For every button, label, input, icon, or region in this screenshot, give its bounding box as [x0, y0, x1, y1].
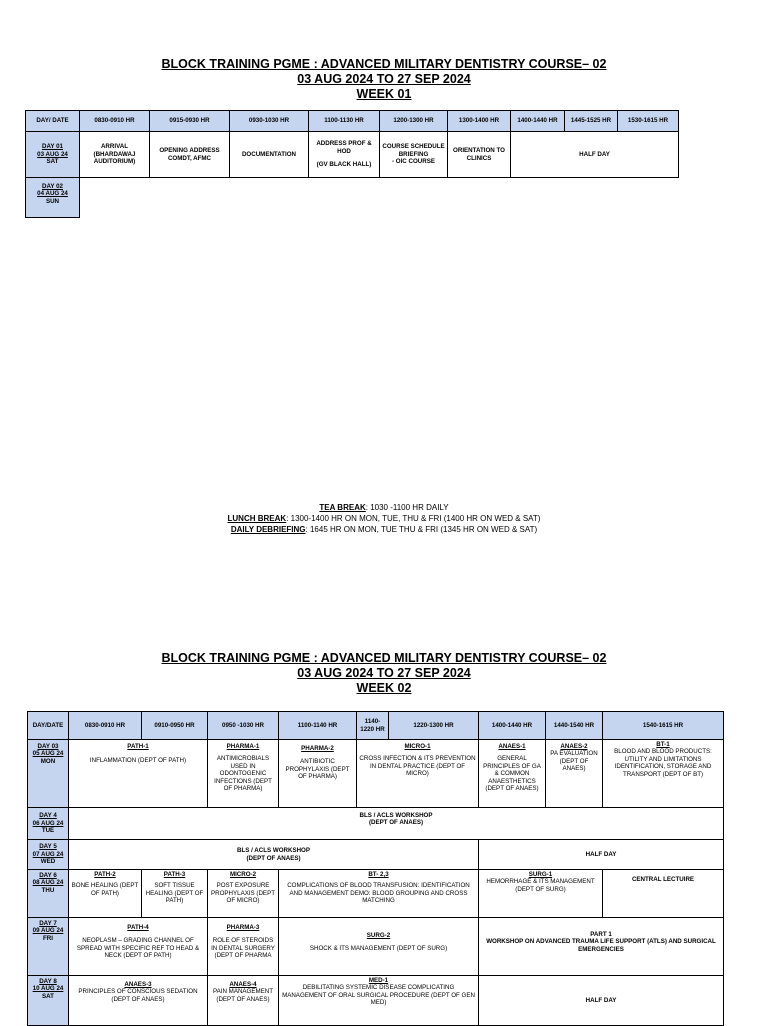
debriefing-note: DAILY DEBRIEFING: 1645 HR ON MON, TUE THU & FRI (1345 HR ON WED & SAT) [230, 525, 538, 534]
session-note: - OIC COURSE [392, 158, 435, 166]
header-cell: 1400-1440 HR [511, 111, 565, 132]
session-text: INFLAMMATION (DEPT OF PATH) [89, 757, 187, 765]
session-cell [208, 976, 279, 1026]
workshop-title: WORKSHOP ON ADVANCED TRAUMA LIFE SUPPORT (ATLS) AND SURGICAL EMERGENCIES [486, 938, 716, 953]
session-cell [279, 918, 479, 976]
session-code: PHARMA-3 [226, 924, 260, 931]
session-text: DEBILITATING SYSTEMIC DISEASE COMPLICATING MANAGEMENT OF ORAL SURGICAL PROCEDURE (DEPT OF GEN MED) [282, 984, 475, 1007]
day-cell [26, 132, 80, 178]
session-cell: DOCUMENTATION [230, 132, 309, 178]
session-text: PRINCIPLES OF CONSCIOUS SEDATION (DEPT OF ANAES) [78, 988, 198, 1003]
week2-title [0, 651, 768, 696]
half-day-cell: HALF DAY [479, 840, 724, 870]
header-cell: 0915-0930 HR [150, 111, 230, 132]
week2-title-line3: WEEK 02 [356, 681, 412, 695]
day-label: DAY 8 [39, 978, 57, 985]
week2-row-day5 [28, 840, 724, 870]
session-text: POST EXPOSURE PROPHYLAXIS (DEPT OF MICRO) [211, 882, 275, 905]
session-cell [603, 740, 724, 808]
week1-title-line1: BLOCK TRAINING PGME : ADVANCED MILITARY DENTISTRY COURSE– 02 [161, 57, 607, 71]
session-text: SOFT TISSUE HEALING (DEPT OF PATH) [145, 882, 204, 905]
workshop-cell [69, 808, 724, 840]
week2-row-day6 [28, 870, 724, 918]
week2-title-line1: BLOCK TRAINING PGME : ADVANCED MILITARY DENTISTRY COURSE– 02 [161, 651, 607, 665]
half-day-cell: HALF DAY [511, 132, 679, 178]
week1-title [0, 57, 768, 102]
week1-title-line2: 03 AUG 2024 TO 27 SEP 2024 [297, 72, 471, 86]
day-cell [28, 976, 69, 1026]
session-cell [208, 870, 279, 918]
week1-schedule-table [25, 110, 679, 218]
session-code: ANAES-4 [229, 981, 257, 988]
workshop-title: BLS / ACLS WORKSHOP [237, 847, 310, 855]
week2-row-day3 [28, 740, 724, 808]
tea-break-note: TEA BREAK: 1030 -1100 HR DAILY [319, 503, 449, 512]
session-code: PHARMA-1 [226, 743, 260, 750]
day-label: DAY 01 [42, 143, 63, 151]
week2-schedule-table [27, 711, 724, 1026]
session-code: MED-1 [368, 977, 389, 984]
week2-title-line2: 03 AUG 2024 TO 27 SEP 2024 [297, 666, 471, 680]
day-date: 06 AUG 24 [32, 819, 64, 827]
session-cell [279, 976, 479, 1026]
session-code: PATH-2 [94, 871, 116, 878]
session-code: SURG-1 [528, 871, 553, 878]
session-code: ANAES-1 [498, 743, 526, 750]
day-label: DAY 7 [39, 920, 57, 927]
header-cell: 1200-1300 HR [380, 111, 448, 132]
session-cell [309, 132, 380, 178]
session-cell [279, 870, 479, 918]
day-date: 03 AUG 24 [37, 150, 68, 158]
workshop-cell [479, 918, 724, 976]
session-code: MICRO-1 [404, 743, 431, 750]
week1-row-day2 [26, 178, 679, 218]
header-cell: 0830-0910 HR [80, 111, 150, 132]
day-label: DAY 02 [42, 183, 63, 190]
session-cell [69, 976, 208, 1026]
session-venue: (GV BLACK HALL) [316, 161, 372, 169]
session-text: HEMORRHAGE & ITS MANAGEMENT (DEPT OF SURG) [486, 878, 595, 893]
session-code: BT-1 [656, 741, 670, 748]
day-cell [26, 178, 80, 218]
day-date: 08 AUG 24 [32, 879, 64, 887]
session-code: BT- 2,3 [368, 871, 389, 878]
week2-row-day7 [28, 918, 724, 976]
session-cell [208, 918, 279, 976]
day-date: 07 AUG 24 [32, 850, 64, 858]
day-weekday: MON [40, 757, 56, 765]
session-code: PATH-3 [163, 871, 186, 878]
day-label: DAY 5 [39, 843, 57, 851]
day-date: 09 AUG 24 [32, 927, 64, 935]
session-cell [380, 132, 448, 178]
session-text: CROSS INFECTION & ITS PREVENTION IN DENTAL PRACTICE (DEPT OF MICRO) [359, 755, 476, 778]
session-text: BONE HEALING (DEPT OF PATH) [71, 882, 139, 897]
session-text: COMPLICATIONS OF BLOOD TRANSFUSION: IDENTIFICATION AND MANAGEMENT DEMO: BLOOD GROUPING AND CROSS MATCHING [287, 882, 470, 905]
session-text: ADDRESS PROF & HOD [316, 140, 372, 155]
half-day-cell: HALF DAY [479, 976, 724, 1026]
header-cell: 0910-0950 HR [142, 712, 208, 740]
session-cell [69, 740, 208, 808]
week1-title-line3: WEEK 01 [356, 87, 412, 101]
week2-row-day4 [28, 808, 724, 840]
header-cell: 1530-1615 HR [618, 111, 679, 132]
workshop-dept: (DEPT OF ANAES) [246, 854, 301, 862]
workshop-dept: (DEPT OF ANAES) [368, 819, 424, 827]
day-weekday: FRI [43, 934, 53, 942]
header-cell: 1445-1525 HR [565, 111, 618, 132]
session-cell: ARRIVAL (BHARDAWAJ AUDITORIUM) [80, 132, 150, 178]
session-text: ROLE OF STEROIDS IN DENTAL SURGERY (DEPT OF PHARMA [211, 937, 275, 960]
lunch-break-note: LUNCH BREAK: 1300-1400 HR ON MON, TUE, THU & FRI (1400 HR ON WED & SAT) [227, 514, 541, 523]
day-date: 10 AUG 24 [32, 985, 64, 993]
session-cell [546, 740, 603, 808]
session-text: ANTIBIOTIC PROPHYLAXIS (DEPT OF PHARMA) [285, 758, 350, 781]
header-cell: 1140-1220 HR [357, 712, 389, 740]
day-weekday: TUE [41, 827, 55, 835]
session-code: SURG-2 [366, 932, 391, 939]
session-code: PHARMA-2 [301, 745, 334, 752]
day-cell [28, 840, 69, 870]
day-date: 05 AUG 24 [32, 750, 64, 758]
week1-row-day1 [26, 132, 679, 178]
central-lecture-cell: CENTRAL LECTUIRE [603, 870, 724, 918]
session-text: NEOPLASM – GRADING CHANNEL OF SPREAD WITH SPECIFIC REF TO HEAD & NECK (DEPT OF PATH) [76, 937, 200, 960]
header-cell: 1400-1440 HR [479, 712, 546, 740]
day-weekday: SAT [42, 992, 54, 1000]
session-cell [479, 870, 603, 918]
session-cell [479, 740, 546, 808]
session-code: PATH-4 [127, 924, 149, 931]
week2-row-day8 [28, 976, 724, 1026]
session-cell [69, 918, 208, 976]
session-code: ANAES-2 [560, 743, 588, 750]
header-cell: 1300-1400 HR [448, 111, 511, 132]
session-text: PA EVALUATION (DEPT OF ANAES) [550, 750, 598, 773]
session-text: GENERAL PRINCIPLES OF GA & COMMON ANAESTHETICS (DEPT OF ANAES) [483, 755, 541, 793]
header-cell: 1100-1130 HR [309, 111, 380, 132]
week1-header-row [26, 111, 679, 132]
header-cell: 0950 -1030 HR [208, 712, 279, 740]
session-cell [69, 870, 142, 918]
workshop-part: PART 1 [590, 931, 612, 938]
session-text: SHOCK & ITS MANAGEMENT (DEPT OF SURG) [309, 945, 448, 953]
session-text: COURSE SCHEDULE BRIEFING [382, 143, 445, 158]
header-cell: DAY/ DATE [26, 111, 80, 132]
header-cell: 1440-1540 HR [546, 712, 603, 740]
day-weekday: WED [40, 858, 56, 866]
day-weekday: THU [41, 886, 55, 894]
session-code: MICRO-2 [229, 871, 257, 878]
session-cell [142, 870, 208, 918]
day-date: 04 AUG 24 [37, 190, 68, 198]
day-cell [28, 740, 69, 808]
day-cell [28, 870, 69, 918]
day-cell [28, 808, 69, 840]
session-code: PATH-1 [127, 743, 149, 750]
day-label: DAY 03 [37, 743, 59, 750]
day-label: DAY 6 [39, 872, 57, 879]
week2-header-row [28, 712, 724, 740]
session-cell [279, 740, 357, 808]
header-cell: 0830-0910 HR [69, 712, 142, 740]
session-cell: OPENING ADDRESS COMDT, AFMC [150, 132, 230, 178]
header-cell: 1540-1615 HR [603, 712, 724, 740]
session-cell [357, 740, 479, 808]
timing-notes [0, 502, 768, 535]
session-text: ANTIMICROBIALS USED IN ODONTOGENIC INFECTIONS (DEPT OF PHARMA) [214, 755, 272, 793]
day-label: DAY 4 [39, 812, 57, 820]
session-text: BLOOD AND BLOOD PRODUCTS: UTILITY AND LIMITATIONS IDENTIFICATION, STORAGE AND TRANSPORT (DEPT OF BT) [614, 748, 712, 778]
session-code: ANAES-3 [124, 981, 152, 988]
workshop-title: BLS / ACLS WORKSHOP [359, 812, 433, 819]
session-cell: ORIENTATION TO CLINICS [448, 132, 511, 178]
empty-row-space [80, 178, 679, 218]
day-weekday: SUN [45, 197, 60, 205]
session-cell [208, 740, 279, 808]
header-cell: DAY/DATE [28, 712, 69, 740]
day-weekday: SAT [46, 158, 59, 166]
session-text: PAIN MANAGEMENT (DEPT OF ANAES) [212, 988, 274, 1003]
header-cell: 1220-1300 HR [389, 712, 479, 740]
header-cell: 0930-1030 HR [230, 111, 309, 132]
header-cell: 1100-1140 HR [279, 712, 357, 740]
day-cell [28, 918, 69, 976]
workshop-cell [69, 840, 479, 870]
